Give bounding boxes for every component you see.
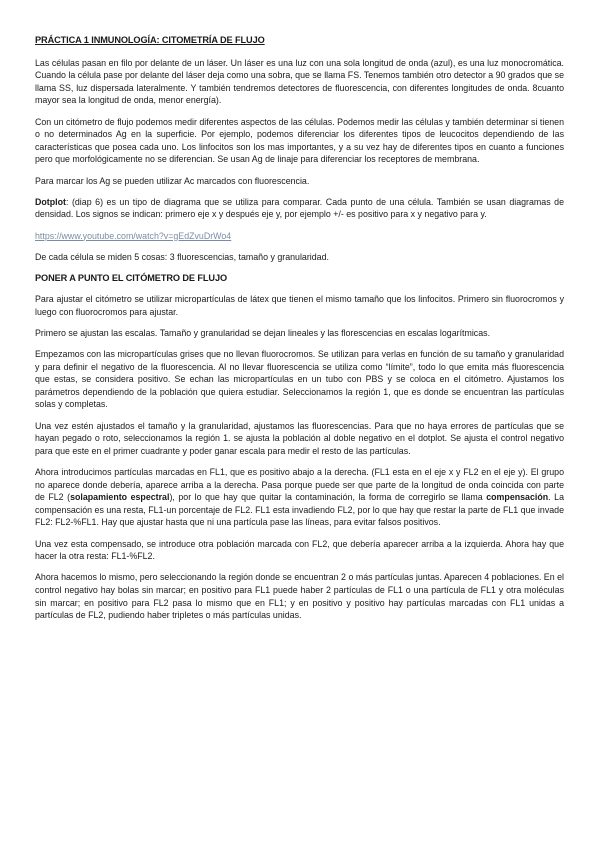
paragraph-compensacion xyxy=(35,466,564,529)
paragraph-laser: Las células pasan en filo por delante de un láser. Un láser es una luz con una sola longitud de onda (azul), es una luz monocromática. Cuando la célula pase por delante del láser deja como una sobra, que se llama FS. Tenemos también otro detector a 90 grados que se llama SS, luz dispersada lateralmente. Y también tendremos detectores de fluorescencia, con diferentes longitudes de onda. 8cuanto mayor sea la longitud de onda, menor energía). xyxy=(35,57,564,106)
compensacion-text-1: Ahora introducimos partículas marcadas en FL1, que es positivo abajo a la derecha. (FL1 esta en el eje x y FL2 en el eje y). El grupo no aparece donde debería, aparece arriba a la derecha. Pasa porque puede ser que parte de la longitud de onda coincida con parte de FL2 ( xyxy=(35,466,564,503)
dotplot-definition: : (diap 6) es un tipo de diagrama que se utiliza para comparar. Cada punto de una célula. También se usan diagramas de densidad. Los signos se indican: primero eje x y después eje y, por ejemplo +/- es positivo para x y negativo para y. xyxy=(35,196,564,220)
paragraph-fl2: Una vez esta compensado, se introduce otra población marcada con FL2, que debería aparecer arriba a la izquierda. Ahora hay que hacer la otra resta: FL1-%FL2. xyxy=(35,538,564,562)
paragraph-marcar-ag: Para marcar los Ag se pueden utilizar Ac marcados con fluorescencia. xyxy=(35,175,310,186)
compensacion-text-3: . La compensación es una resta, FL1-un porcentaje de FL2. FL1 esta invadiendo FL2, por lo que hay que restar la parte de FL1 que invade FL2: FL2-%FL1. Hay que ajustar hasta que ni una partícula pase las líneas, para evitar falsos positivos. xyxy=(35,492,564,528)
paragraph-medidas: De cada célula se miden 5 cosas: 3 fluorescencias, tamaño y granularidad. xyxy=(35,251,329,262)
term-solapamiento: solapamiento espectral xyxy=(70,492,170,503)
section-heading-poner-a-punto: PONER A PUNTO EL CITÓMETRO DE FLUJO xyxy=(35,272,228,283)
paragraph-link xyxy=(35,230,564,243)
paragraph-ajustar: Para ajustar el citómetro se utilizar micropartículas de látex que tienen el mismo tamaño que los linfocitos. Primero sin fluorocromos y luego con fluorocromos para ajustar. xyxy=(35,294,564,317)
paragraph-poblaciones: Ahora hacemos lo mismo, pero seleccionando la región donde se encuentran 2 o más partículas juntas. Aparecen 4 poblaciones. En el control negativo hay bolas sin marcar; en positivo para FL1 puede haber 2 partículas de FL1 o una partícula de FL1 y otra moléculas sin marcar; en positivo para FL2 pasa lo mismo que en FL1; y en positivo y positivo hay partículas marcadas con FL1 unidas a partículas de FL2, pudiendo haber tripletes o más partículas unidas. xyxy=(35,572,564,621)
paragraph-microparticulas: Empezamos con las micropartículas grises que no llevan fluorocromos. Se utilizan para verlas en función de su tamaño y granularidad y para definir el negativo de la fluorescencia. Al no llevar fluorescencia se utiliza como “límite”, todo lo que emita más fluorescencia que estas, se considera positivo. Se echan las micropartículas en un tubo con PBS y se coloca en el citómetro. Ajustamos los parámetros dependiendo de la población que quiera estudiar. Seleccionamos la región 1, que es donde se encuentran las partículas solas y completas. xyxy=(35,349,564,410)
youtube-link[interactable]: https://www.youtube.com/watch?v=gEdZvuDrWo4 xyxy=(35,230,232,241)
term-compensacion: compensación xyxy=(486,492,549,503)
dotplot-term: Dotplot xyxy=(35,196,66,207)
paragraph-fluorescencias: Una vez estén ajustados el tamaño y la granularidad, ajustamos las fluorescencias. Para que no haya errores de partículas que se hayan pegado o roto, seleccionamos la región 1. se ajusta la población al doble negativo en el dotplot. Se ajusta el control negativo para que este en el primer cuadrante y poder ganar escala para medir el resto de las partículas. xyxy=(35,420,564,456)
paragraph-escalas: Primero se ajustan las escalas. Tamaño y granularidad se dejan lineales y las florescencias en escalas logarítmicas. xyxy=(35,327,491,338)
paragraph-citometro: Con un citómetro de flujo podemos medir diferentes aspectos de las células. Podemos medir las células y también determinar si tienen o no determinados Ag en la superficie. Por ejemplo, podemos diferenciar los diferentes tipos de leucocitos dependiendo de las características que posea cada uno. Los linfocitos son los mas importantes, y a su vez hay de diferentes tipos en cuanto a funciones pero que morfológicamente no se diferencian. Se usan Ag de linaje para diferenciar los receptores de membrana. xyxy=(35,116,564,165)
paragraph-dotplot xyxy=(35,196,564,221)
document-title: PRÁCTICA 1 INMUNOLOGÍA: CITOMETRÍA DE FLUJO xyxy=(35,35,265,45)
compensacion-text-2: ), por lo que hay que quitar la contaminación, la forma de corregirlo se llama xyxy=(169,492,487,503)
